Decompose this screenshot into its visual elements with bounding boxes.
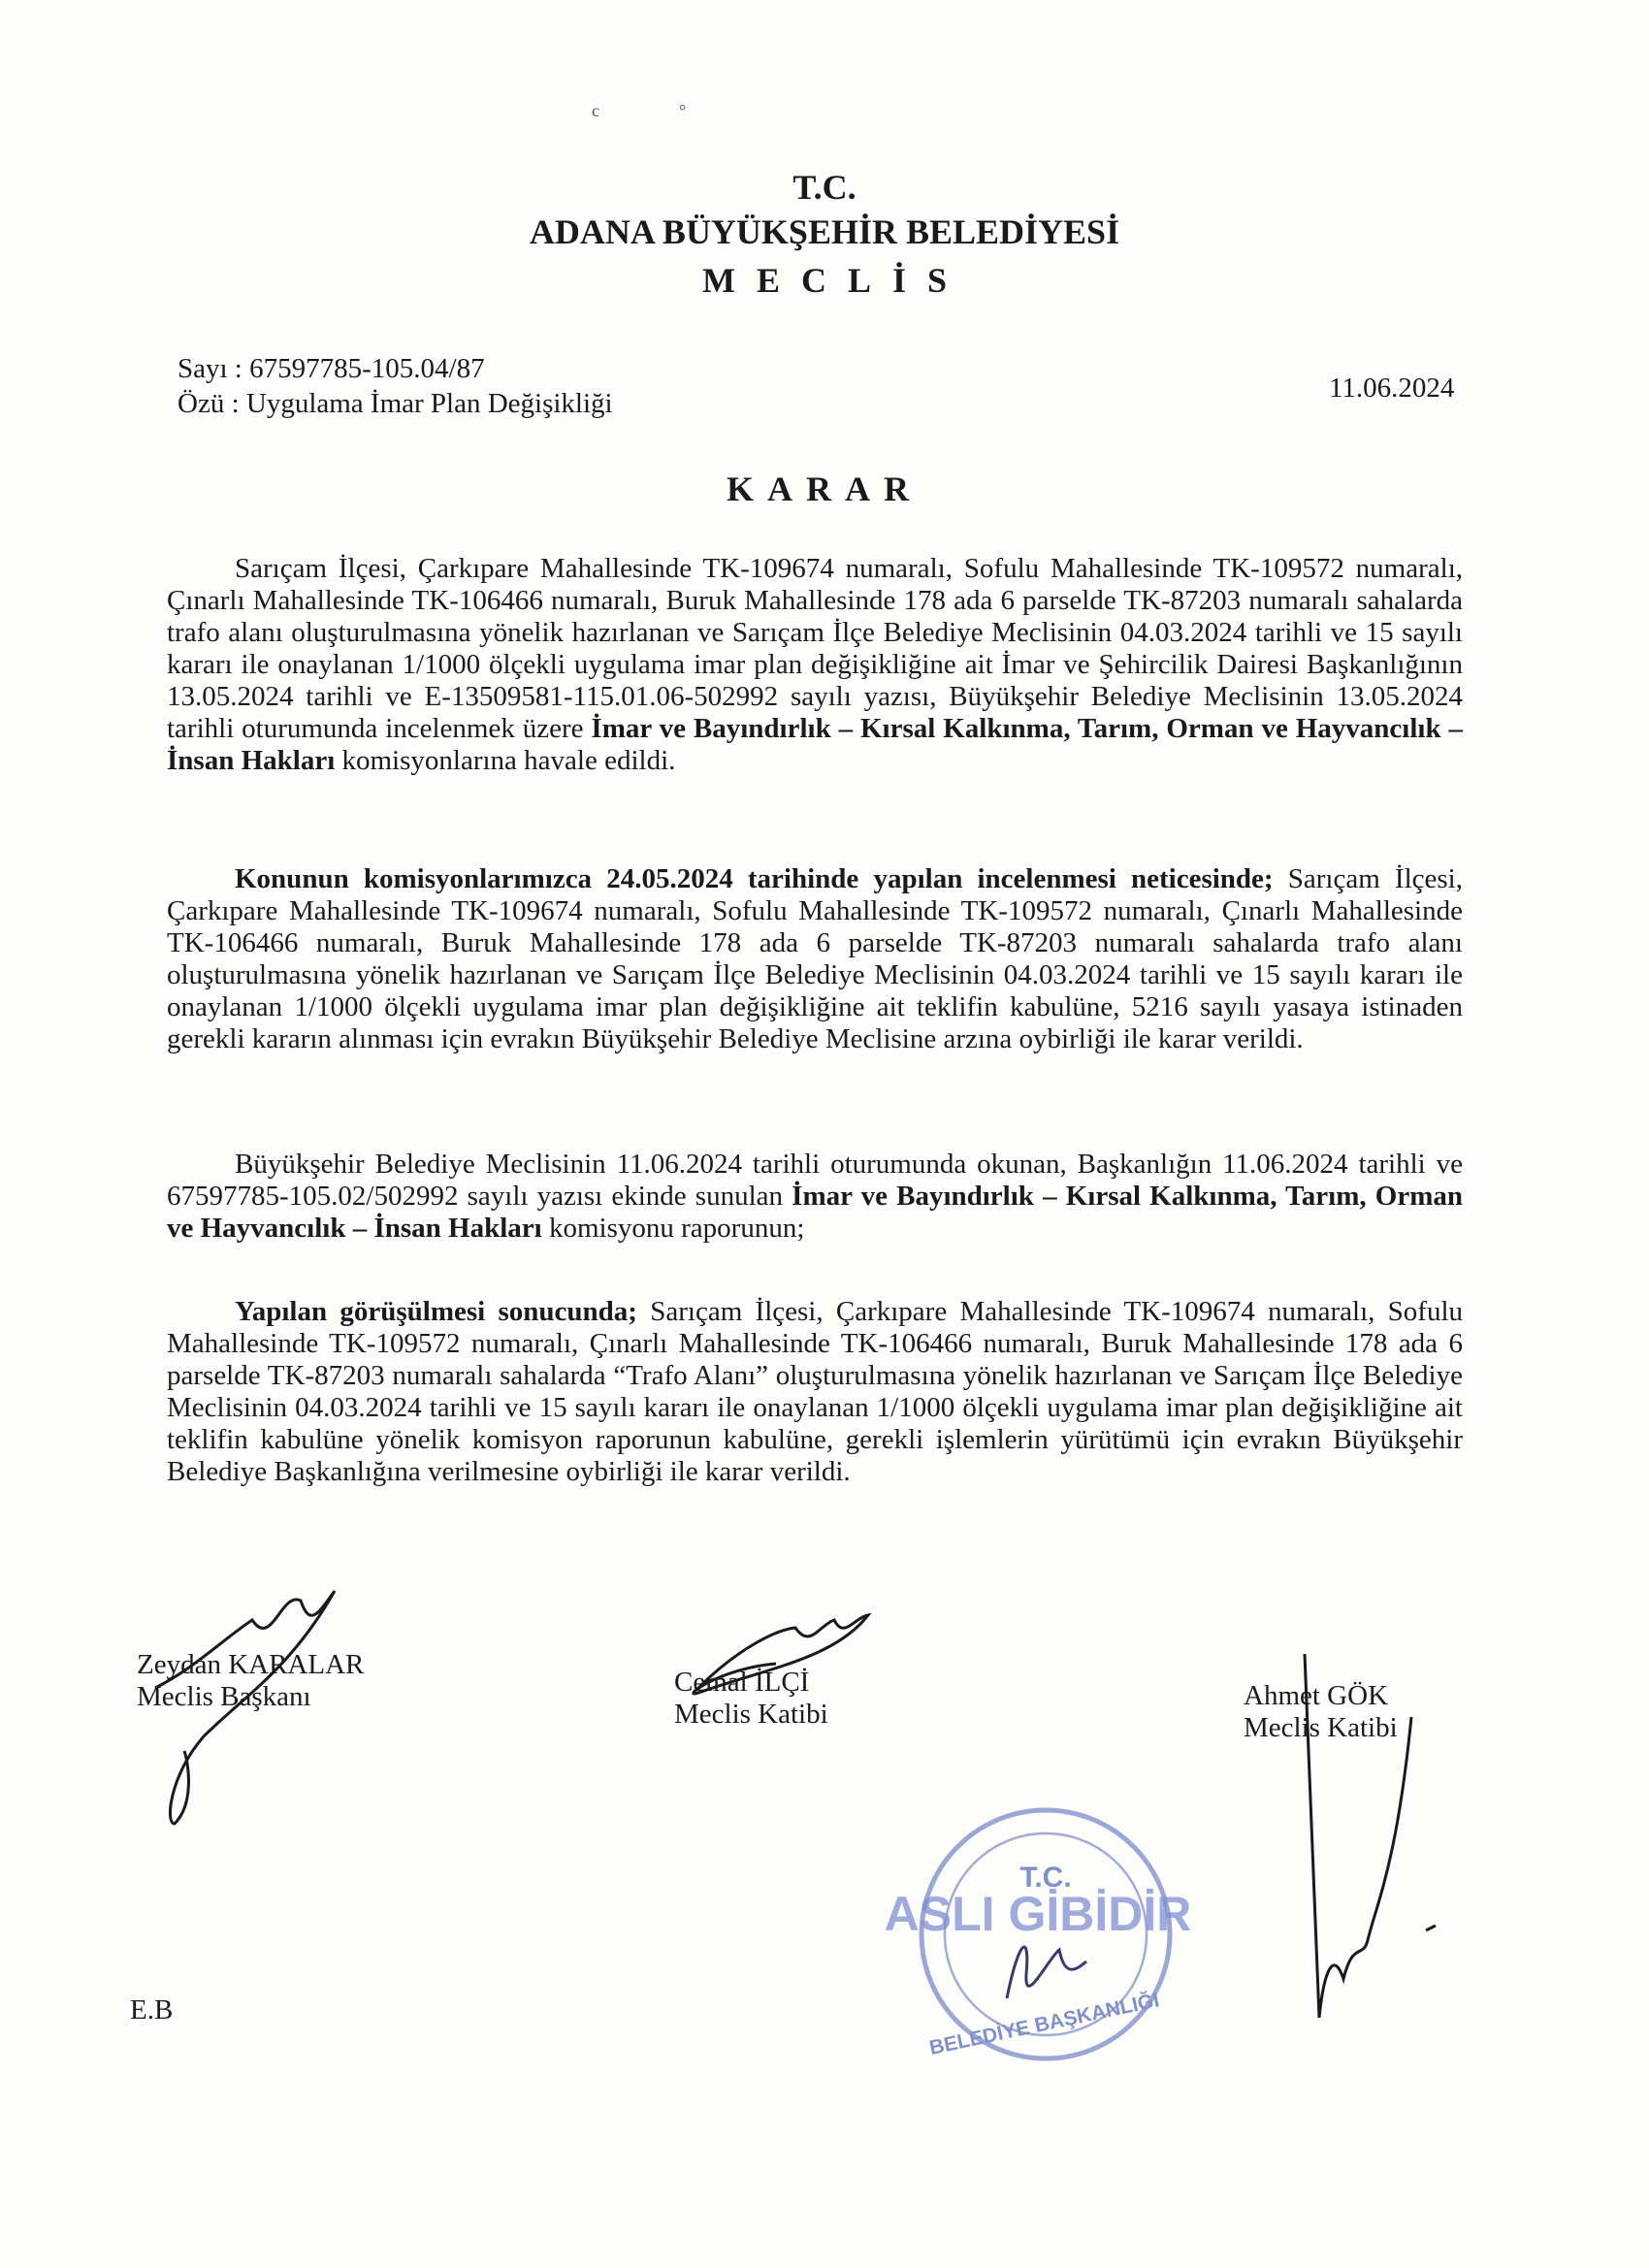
official-stamp [885, 1810, 1192, 2059]
paragraph-1-commissions: İmar ve Bayındırlık – Kırsal Kalkınma, Tarım, Orman ve Hayvancılık – İnsan Hakları [167, 713, 1463, 776]
signatory-title: Meclis Katibi [674, 1699, 828, 1730]
stamp-certified-copy: ASLI GİBİDİR [884, 1887, 1192, 1941]
paragraph-3-text: Büyükşehir Belediye Meclisinin 11.06.2024 tarihli oturumunda okunan, Başkanlığın 11.06.2024 tarihli ve 67597785-105.02/502992 sayılı yazısı ekinde sunulan [167, 1149, 1463, 1212]
decision-title: KARAR [727, 470, 922, 508]
paragraph-3-commissions: İmar ve Bayındırlık – Kırsal Kalkınma, Tarım, Orman ve Hayvancılık – İnsan Hakları [167, 1181, 1463, 1244]
signatory-chairman [137, 1649, 364, 1713]
paragraph-4 [167, 1296, 1463, 1488]
header-tc: T.C. [792, 168, 857, 207]
signatory-title: Meclis Başkanı [137, 1681, 311, 1712]
paragraph-1-text: Sarıçam İlçesi, Çarkıpare Mahallesinde TK-109674 numaralı, Sofulu Mahallesinde TK-109572 numaralı, Çınarlı Mahallesinde TK-106466 numaralı, Buruk Mahallesinde 178 ada 6 parselde TK-87203 numaralı sahalarda trafo alanı oluşturulmasına yönelik hazırlanan ve Sarıçam İlçe Belediye Meclisinin 04.03.2024 tarihli ve 15 sayılı kararı ile onaylanan 1/1000 ölçekli uygulama imar plan değişikliğine ait İmar ve Şehircilik Dairesi Başkanlığının 13.05.2024 tarihli ve E-13509581-115.01.06-502992 sayılı yazısı, Büyükşehir Belediye Meclisinin 13.05.2024 tarihli oturumunda incelenmek üzere [167, 553, 1463, 744]
stamp-ring-top: T.C. [1019, 1862, 1072, 1894]
stamp-ring-bottom: BELEDİYE BAŞKANLIĞI [927, 1989, 1162, 2059]
paragraph-1-end: komisyonlarına havale edildi. [335, 745, 676, 776]
subject-line: Özü : Uygulama İmar Plan Değişikliği [178, 388, 613, 419]
signatory-name: Zeydan KARALAR [137, 1649, 365, 1680]
paragraph-3-end: komisyonu raporunun; [541, 1213, 805, 1244]
paragraph-2-lead: Konunun komisyonlarımızca 24.05.2024 tarihinde yapılan incelenmesi neticesinde; [235, 863, 1274, 894]
stray-mark: ° [679, 101, 687, 120]
header-organization: ADANA BÜYÜKŞEHİR BELEDİYESİ [529, 212, 1120, 251]
stray-mark: c [592, 101, 599, 120]
paragraph-2 [167, 863, 1463, 1055]
signatory-clerk-1 [674, 1667, 828, 1731]
drafter-initials: E.B [130, 1994, 174, 2025]
signatory-name: Cemal İLÇİ [674, 1667, 810, 1698]
paragraph-3 [167, 1149, 1463, 1245]
paragraph-2-text: Sarıçam İlçesi, Çarkıpare Mahallesinde TK-109674 numaralı, Sofulu Mahallesinde TK-109572 numaralı, Çınarlı Mahallesinde TK-106466 numaralı, Buruk Mahallesinde 178 ada 6 parselde TK-87203 numaralı sahalarda trafo alanı oluşturulmasına yönelik hazırlanan ve Sarıçam İlçe Belediye Meclisinin 04.03.2024 tarihli ve 15 sayılı kararı ile onaylanan 1/1000 ölçekli uygulama imar plan değişikliğine ait teklifin kabulüne, 5216 sayılı yasaya istinaden gerekli kararın alınması için evrakın Büyükşehir Belediye Meclisine arzına oybirliği ile karar verildi. [167, 863, 1463, 1054]
header-unit: MECLİS [701, 261, 969, 300]
reference-number: Sayı : 67597785-105.04/87 [178, 353, 485, 384]
paragraph-4-text: Sarıçam İlçesi, Çarkıpare Mahallesinde TK-109674 numaralı, Sofulu Mahallesinde TK-109572 numaralı, Çınarlı Mahallesinde TK-106466 numaralı, Buruk Mahallesinde 178 ada 6 parselde TK-87203 numaralı sahalarda “Trafo Alanı” oluşturulmasına yönelik hazırlanan ve Sarıçam İlçe Belediye Meclisinin 04.03.2024 tarihli ve 15 sayılı kararı ile onaylanan 1/1000 ölçekli uygulama imar plan değişikliğine ait teklifin kabulüne yönelik komisyon raporunun kabulüne, gerekli işlemlerin yürütümü için evrakın Büyükşehir Belediye Başkanlığına verilmesine oybirliği ile karar verildi. [167, 1296, 1464, 1487]
paragraph-1 [167, 553, 1463, 777]
signatory-name: Ahmet GÖK [1244, 1680, 1389, 1711]
signatory-title: Meclis Katibi [1244, 1712, 1398, 1743]
signatory-clerk-2 [1244, 1680, 1398, 1744]
paragraph-4-lead: Yapılan görüşülmesi sonucunda; [235, 1296, 637, 1327]
document-date: 11.06.2024 [1329, 373, 1455, 404]
